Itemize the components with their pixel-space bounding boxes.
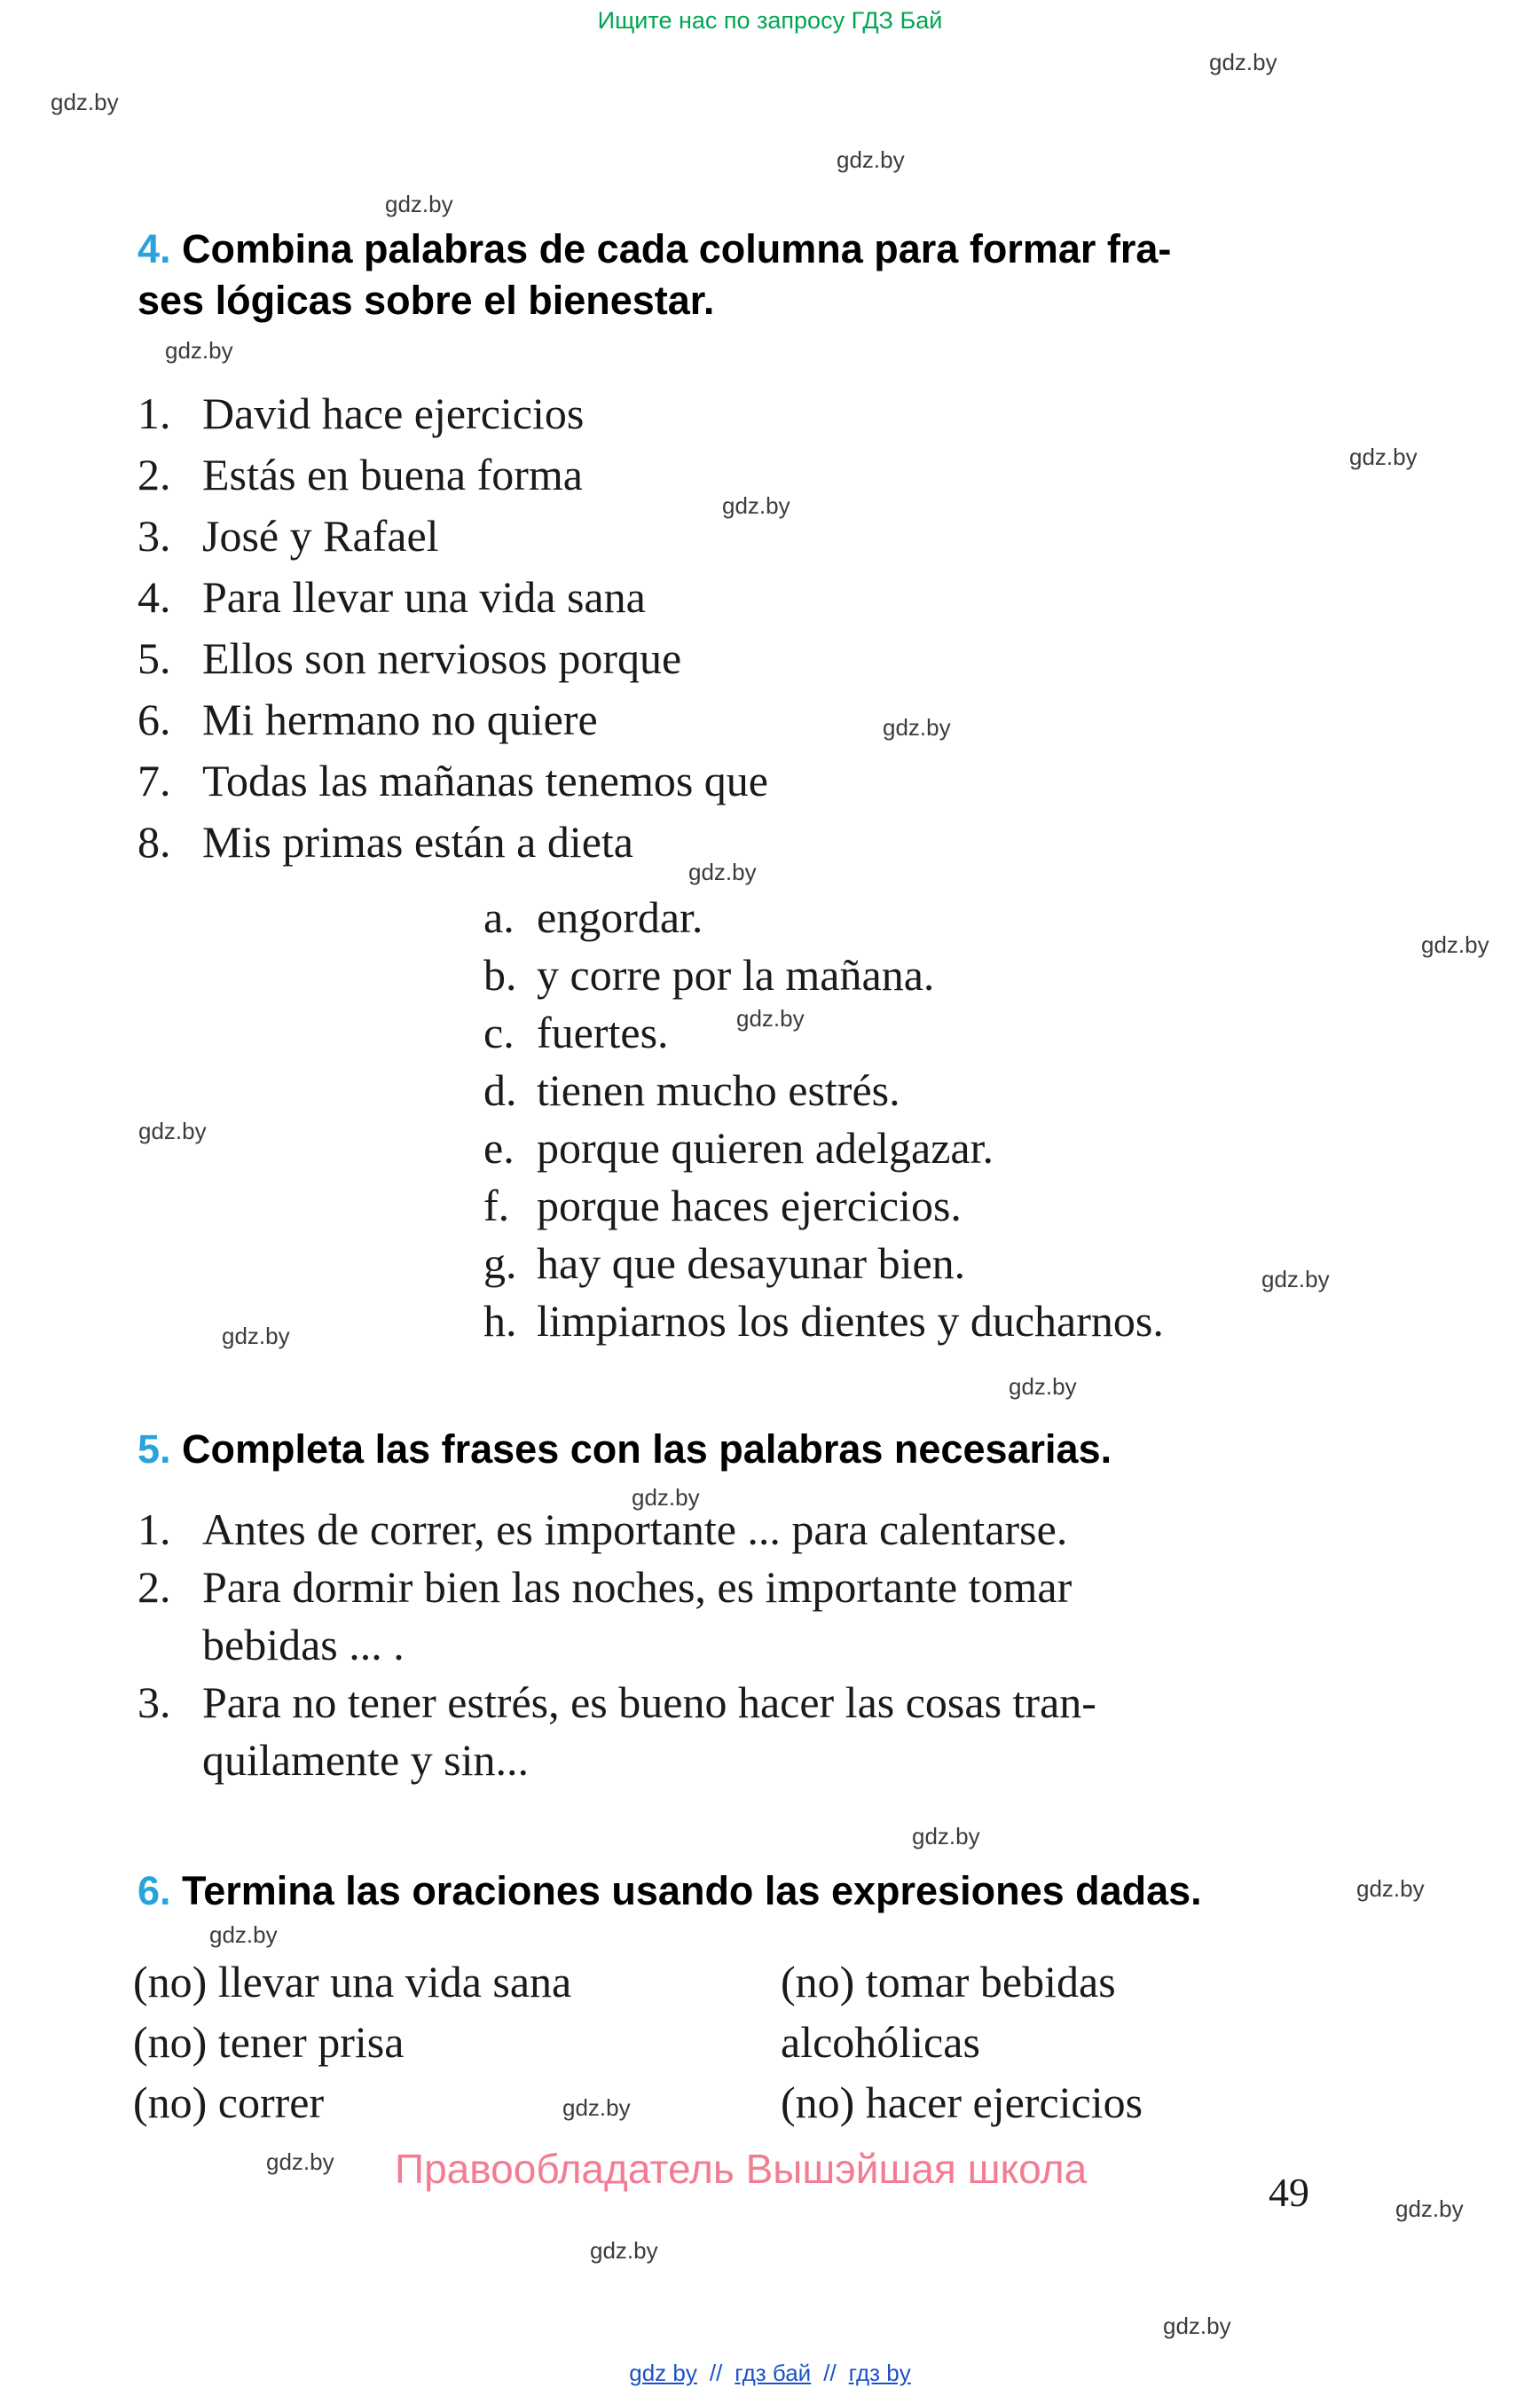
item-number: 2. <box>138 450 171 499</box>
item-line: bebidas ... . <box>202 1620 405 1669</box>
gdzby-watermark: gdz.by <box>1349 444 1418 470</box>
footer-link-gdz-bai[interactable]: гдз бай <box>735 2360 812 2386</box>
gdzby-watermark: gdz.by <box>562 2094 631 2121</box>
option-text: porque haces ejercicios. <box>537 1181 962 1230</box>
gdzby-watermark: gdz.by <box>209 1921 278 1948</box>
exercise4-item <box>138 750 768 812</box>
gdzby-watermark: gdz.by <box>837 146 905 173</box>
gdzby-watermark: gdz.by <box>688 859 757 885</box>
gdzby-watermark: gdz.by <box>883 714 951 741</box>
exercise4-option <box>483 1292 1164 1350</box>
option-letter: b. <box>483 950 517 1000</box>
footer-links-separator: // <box>709 2360 723 2386</box>
item-text: Mis primas están a dieta <box>202 817 633 867</box>
gdzby-watermark: gdz.by <box>165 337 233 364</box>
exercise5-item <box>138 1559 1096 1674</box>
exercise-5-title <box>138 1424 1424 1475</box>
item-text <box>202 1501 1096 1559</box>
exercise-6-left-column <box>133 1951 571 2132</box>
gdzby-watermark: gdz.by <box>1395 2195 1464 2222</box>
expression: (no) tener prisa <box>133 2017 405 2067</box>
exercise4-item <box>138 628 768 689</box>
exercise-6-title <box>138 1865 1424 1917</box>
item-number: 1. <box>138 1504 171 1554</box>
item-number: 5. <box>138 633 171 683</box>
gdzby-watermark: gdz.by <box>1261 1266 1330 1292</box>
exercise-6-right-column <box>781 1951 1143 2132</box>
footer-link-gdz-by[interactable]: gdz by <box>629 2360 697 2386</box>
exercise4-option <box>483 1235 1164 1292</box>
exercise4-item <box>138 567 768 628</box>
exercise4-item <box>138 383 768 444</box>
item-number: 3. <box>138 1677 171 1727</box>
footer-links-separator: // <box>823 2360 837 2386</box>
footer-links <box>0 2360 1540 2387</box>
gdzby-watermark: gdz.by <box>138 1118 207 1144</box>
exercise-6-number: 6. <box>138 1868 171 1913</box>
exercise4-option <box>483 1004 1164 1062</box>
gdzby-watermark: gdz.by <box>632 1484 700 1511</box>
exercise-4-options <box>483 889 1164 1350</box>
item-text: Para llevar una vida sana <box>202 572 646 622</box>
exercise4-option <box>483 889 1164 946</box>
option-text: tienen mucho estrés. <box>537 1065 900 1115</box>
item-line: Antes de correr, es importante ... para calentarse. <box>202 1504 1068 1554</box>
exercise4-option <box>483 1119 1164 1177</box>
exercise4-item <box>138 506 768 567</box>
exercise5-item <box>138 1501 1096 1559</box>
expression: alcohólicas <box>781 2017 980 2067</box>
item-number: 2. <box>138 1562 171 1612</box>
option-letter: a. <box>483 892 515 942</box>
option-letter: d. <box>483 1065 517 1115</box>
item-text: Estás en buena forma <box>202 450 584 499</box>
expression: (no) llevar una vida sana <box>133 1957 572 2006</box>
item-number: 3. <box>138 511 171 561</box>
page-number: 49 <box>1269 2170 1309 2215</box>
exercise-5-items <box>138 1501 1096 1789</box>
gdzby-watermark: gdz.by <box>51 89 119 115</box>
exercise4-option <box>483 1062 1164 1119</box>
exercise-4-title <box>138 224 1424 326</box>
option-letter: c. <box>483 1008 515 1057</box>
option-text: engordar. <box>537 892 703 942</box>
gdzby-watermark: gdz.by <box>222 1323 290 1349</box>
gdzby-watermark: gdz.by <box>736 1005 805 1032</box>
item-text: Todas las mañanas tenemos que <box>202 756 768 805</box>
gdzby-watermark: gdz.by <box>385 191 453 217</box>
copyright-text: Правообладатель Вышэйшая школа <box>395 2146 1088 2192</box>
option-letter: f. <box>483 1181 510 1230</box>
gdzby-watermark: gdz.by <box>722 492 790 519</box>
option-text: hay que desayunar bien. <box>537 1238 966 1288</box>
gdzby-watermark: gdz.by <box>1209 49 1277 75</box>
footer-link-gdz-by-2[interactable]: гдз by <box>848 2360 911 2386</box>
top-banner-text: Ищите нас по запросу ГДЗ Бай <box>597 7 943 34</box>
item-line: quilamente y sin... <box>202 1735 529 1785</box>
gdzby-watermark: gdz.by <box>1421 931 1489 958</box>
exercise-4-title-line1: Combina palabras de cada columna para formar fra- <box>182 226 1172 271</box>
option-text: fuertes. <box>537 1008 669 1057</box>
gdzby-watermark: gdz.by <box>266 2148 334 2175</box>
item-number: 8. <box>138 817 171 867</box>
exercise4-item <box>138 812 768 873</box>
exercise-4-items <box>138 383 768 873</box>
expression: (no) hacer ejercicios <box>781 2077 1143 2127</box>
exercise4-item <box>138 444 768 506</box>
gdzby-watermark: gdz.by <box>1356 1875 1425 1902</box>
option-letter: g. <box>483 1238 517 1288</box>
option-text: limpiarnos los dientes y ducharnos. <box>537 1296 1164 1346</box>
option-text: porque quieren adelgazar. <box>537 1123 994 1173</box>
exercise-6-title-text: Termina las oraciones usando las expresiones dadas. <box>182 1868 1202 1913</box>
item-text: Ellos son nerviosos porque <box>202 633 682 683</box>
item-text: Mi hermano no quiere <box>202 695 598 744</box>
item-number: 7. <box>138 756 171 805</box>
gdzby-watermark: gdz.by <box>912 1823 980 1849</box>
exercise4-item <box>138 689 768 750</box>
item-line: Para dormir bien las noches, es importante tomar <box>202 1562 1072 1612</box>
option-text: y corre por la mañana. <box>537 950 935 1000</box>
option-letter: e. <box>483 1123 515 1173</box>
option-letter: h. <box>483 1296 517 1346</box>
exercise-4-number: 4. <box>138 226 171 271</box>
gdzby-watermark: gdz.by <box>1009 1373 1077 1400</box>
exercise4-option <box>483 1177 1164 1235</box>
item-text <box>202 1674 1096 1789</box>
item-number: 4. <box>138 572 171 622</box>
exercise-5-title-text: Completa las frases con las palabras necesarias. <box>182 1426 1112 1472</box>
gdzby-watermark: gdz.by <box>1163 2313 1231 2339</box>
exercise4-option <box>483 946 1164 1004</box>
exercise5-item <box>138 1674 1096 1789</box>
exercise-4-title-line2: ses lógicas sobre el bienestar. <box>138 278 715 323</box>
expression: (no) correr <box>133 2077 325 2127</box>
item-text: José y Rafael <box>202 511 439 561</box>
item-line: Para no tener estrés, es bueno hacer las cosas tran- <box>202 1677 1096 1727</box>
item-number: 1. <box>138 389 171 438</box>
gdzby-watermark: gdz.by <box>590 2237 658 2264</box>
item-number: 6. <box>138 695 171 744</box>
item-text: David hace ejercicios <box>202 389 585 438</box>
expression: (no) tomar bebidas <box>781 1957 1116 2006</box>
exercise-5-number: 5. <box>138 1426 171 1472</box>
item-text <box>202 1559 1096 1674</box>
